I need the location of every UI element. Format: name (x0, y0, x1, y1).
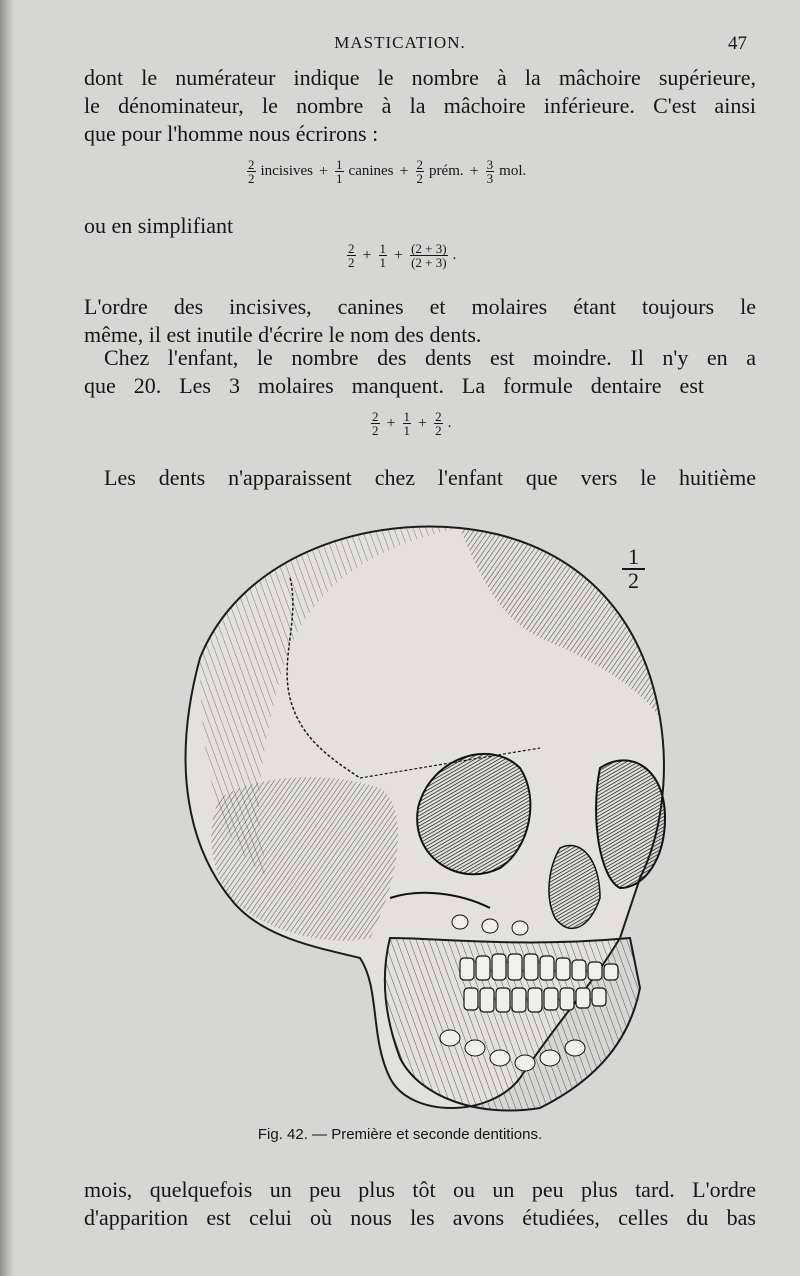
child-fraction-a: $\frac{2}{2}$ (372, 409, 379, 438)
molars-fraction: $\frac{3}{3}$ (486, 157, 494, 186)
full-dental-formula (244, 158, 528, 185)
child-fraction-b: $\frac{1}{1}$ (403, 409, 411, 438)
figure-caption: Fig. 42. — Première et seconde dentitions. (257, 1126, 543, 1143)
simplified-fraction-b: $\frac{1}{1}$ (379, 241, 387, 270)
formula-end-period: . (447, 415, 452, 431)
scale-half-mark: $\frac{1}{2}$ (622, 546, 645, 592)
plus-sign: + (399, 162, 409, 180)
plus-sign: + (394, 246, 404, 264)
running-title: MASTICATION. (334, 33, 466, 52)
page-number: 47 (728, 33, 747, 54)
child-fraction-c: $\frac{2}{2}$ (435, 409, 442, 438)
incisives-fraction: $\frac{2}{2}$ (248, 157, 255, 186)
intro-line-2: le dénominateur, le nombre à la mâchoire inférieure. C'est ainsi (84, 93, 756, 118)
plus-sign: + (469, 162, 479, 180)
page-spine-shadow (0, 0, 14, 1276)
simplified-fraction-c: $\frac{(2 + 3)}{(2 + 3)}$ (411, 241, 447, 270)
child-line-2: que 20. Les 3 molaires manquent. La formule dentaire est (84, 373, 704, 398)
simplified-dental-formula (344, 242, 458, 269)
simplified-fraction-a: $\frac{2}{2}$ (348, 241, 355, 270)
order-line-2: même, il est inutile d'écrire le nom des dents. (84, 322, 482, 347)
molars-label: mol. (499, 163, 527, 179)
plus-sign: + (319, 162, 329, 180)
intro-line-3: que pour l'homme nous écrirons : (84, 121, 379, 146)
formula-end-period: . (452, 247, 457, 263)
child-dental-formula (368, 410, 453, 437)
intro-line-1: dont le numérateur indique le nombre à la mâchoire supérieure, (84, 65, 756, 90)
simplify-label: ou en simplifiant (84, 213, 234, 238)
appear-line: Les dents n'apparaissent chez l'enfant que vers le huitième (104, 465, 756, 490)
plus-sign: + (362, 246, 372, 264)
closing-line-2: d'apparition est celui où nous les avons étudiées, celles du bas (84, 1205, 756, 1230)
page-header (0, 33, 800, 57)
child-line-1: Chez l'enfant, le nombre des dents est moindre. Il n'y en a (104, 345, 756, 370)
closing-line-1: mois, quelquefois un peu plus tôt ou un peu plus tard. L'ordre (84, 1177, 756, 1202)
plus-sign: + (418, 414, 428, 432)
order-line-1: L'ordre des incisives, canines et molaires étant toujours le (84, 294, 756, 319)
plus-sign: + (386, 414, 396, 432)
premolars-label: prém. (429, 163, 464, 179)
incisives-label: incisives (260, 163, 313, 179)
premolars-fraction: $\frac{2}{2}$ (416, 157, 424, 186)
canines-fraction: $\frac{1}{1}$ (336, 157, 343, 186)
canines-label: canines (348, 163, 394, 179)
skull-illustration (160, 518, 680, 1126)
skull-engraving (160, 518, 680, 1126)
